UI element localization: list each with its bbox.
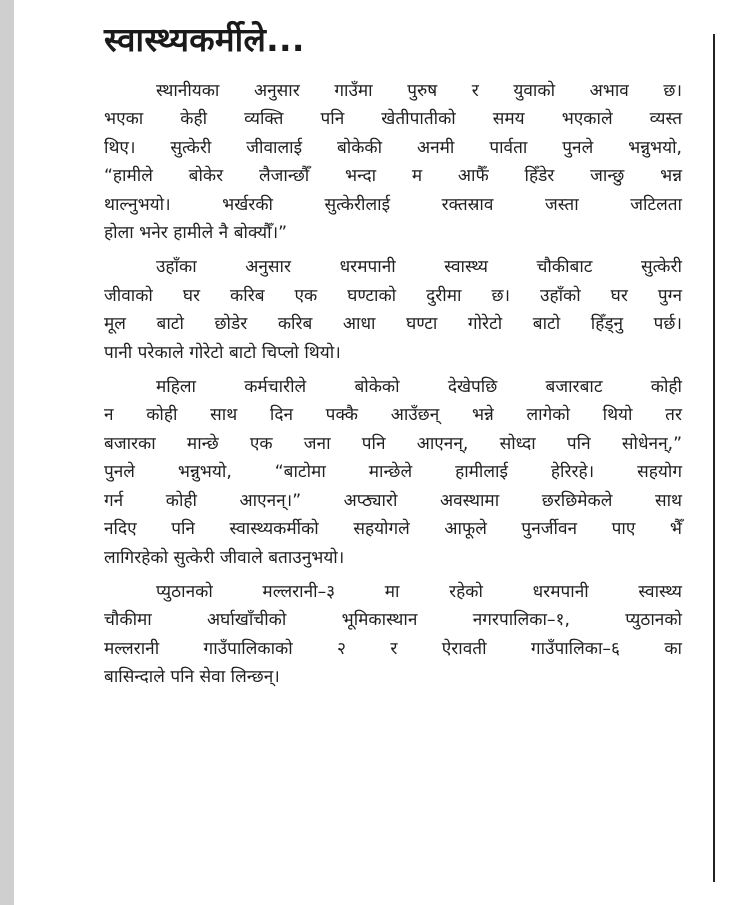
text-line: उहाँका अनुसार धरमपानी स्वास्थ्य चौकीबाट सुत्केरी (156, 257, 682, 278)
headline: स्वास्थ्यकर्मीले... (104, 20, 305, 59)
text-line: मल्लरानी गाउँपालिकाको २ र ऐरावती गाउँपालिका–६ का (104, 638, 682, 659)
text-line: प्युठानको मल्लरानी–३ मा रहेको धरमपानी स्वास्थ्य (156, 581, 682, 602)
text-line: पानी परेकाले गोरेटो बाटो चिप्लो थियो। (104, 342, 341, 363)
text-line: भएका केही व्यक्ति पनि खेतीपातीको समय भएकाले व्यस्त (104, 109, 682, 130)
paragraph-1 (104, 77, 682, 247)
paragraph-2 (104, 253, 682, 367)
text-line: लागिरहेको सुत्केरी जीवाले बताउनुभयो। (104, 547, 345, 568)
text-line: चौकीमा अर्घाखाँचीको भूमिकास्थान नगरपालिका–१, प्युठानको (104, 610, 682, 631)
text-line: “हामीले बोकेर लैजान्छौँ भन्दा म आफैँ हिँडेर जान्छु भन्न (104, 166, 682, 187)
text-line: होला भनेर हामीले नै बोक्यौँ।” (104, 223, 287, 244)
text-line: बासिन्दाले पनि सेवा लिन्छन्। (104, 667, 280, 688)
article-body (104, 77, 682, 698)
text-line: थिए। सुत्केरी जीवालाई बोकेकी अनमी पार्वता पुनले भन्नुभयो, (104, 137, 682, 158)
text-line: नदिए पनि स्वास्थ्यकर्मीको सहयोगले आफूले पुनर्जीवन पाए भैँ (104, 519, 682, 540)
text-line: थाल्नुभयो। भर्खरकी सुत्केरीलाई रक्तस्राव जस्ता जटिलता (104, 194, 682, 215)
text-line: पुनले भन्नुभयो, “बाटोमा मान्छेले हामीलाई हेरिरहे। सहयोग (104, 462, 682, 483)
text-line: स्थानीयका अनुसार गाउँमा पुरुष र युवाको अभाव छ। (156, 81, 682, 101)
paragraph-4 (104, 578, 682, 692)
text-line: जीवाको घर करिब एक घण्टाको दुरीमा छ। उहाँको घर पुग्न (104, 285, 682, 306)
text-line: महिला कर्मचारीले बोकेको देखेपछि बजारबाट कोही (156, 377, 682, 398)
page-margin-strip (0, 0, 14, 905)
text-line: न कोही साथ दिन पक्कै आउँछन् भन्ने लागेको थियो तर (104, 405, 682, 426)
text-line: मूल बाटो छोडेर करिब आधा घण्टा गोरेटो बाटो हिँड्नु पर्छ। (104, 314, 682, 335)
column-divider (713, 34, 715, 882)
paragraph-3 (104, 373, 682, 572)
text-line: गर्न कोही आएनन्।” अप्ठ्यारो अवस्थामा छरछिमेकले साथ (104, 490, 682, 511)
text-line: बजारका मान्छे एक जना पनि आएनन्, सोध्दा पनि सोधेनन्,” (104, 433, 682, 454)
